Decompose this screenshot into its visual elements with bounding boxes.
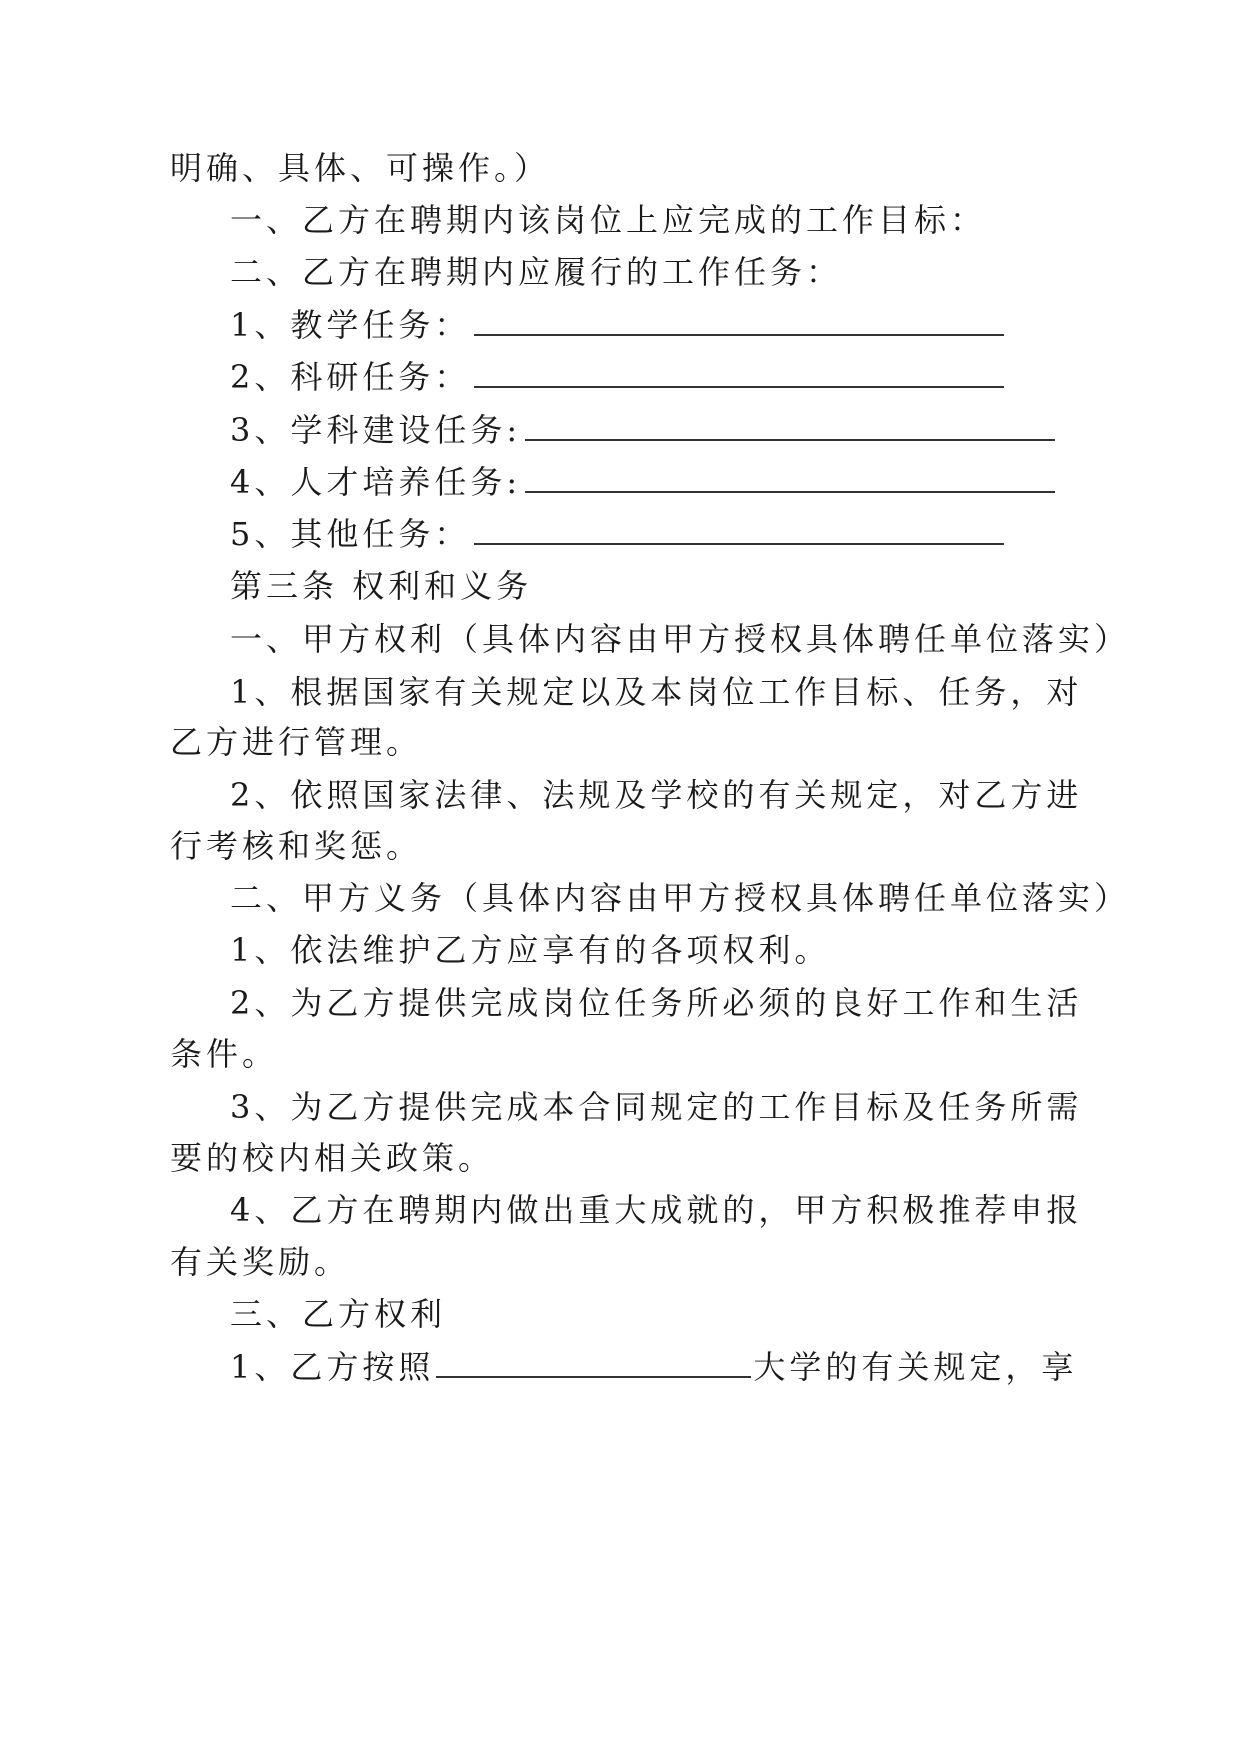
task-label: 5、其他任务：: [230, 515, 471, 553]
paragraph: 乙方进行管理。: [170, 723, 423, 761]
fill-in-blank: [474, 515, 1004, 545]
article-heading: 第三条 权利和义务: [230, 567, 533, 605]
fill-in-blank: [525, 463, 1055, 493]
paragraph: [230, 1347, 1077, 1387]
paragraph: 4、乙方在聘期内做出重大成就的，甲方积极推荐申报: [230, 1191, 1083, 1229]
task-label: 3、学科建设任务:: [230, 411, 522, 449]
paragraph: 有关奖励。: [170, 1243, 351, 1281]
paragraph: 一、甲方权利（具体内容由甲方授权具体聘任单位落实）: [230, 620, 1131, 658]
paragraph: 明确、具体、可操作。）: [170, 149, 551, 187]
paragraph: 3、为乙方提供完成本合同规定的工作目标及任务所需: [230, 1088, 1083, 1126]
paragraph: 2、为乙方提供完成岗位任务所必须的良好工作和生活: [230, 984, 1083, 1022]
paragraph: 要的校内相关政策。: [170, 1139, 495, 1177]
text-segment: 1、乙方按照: [230, 1348, 435, 1386]
task-line-discipline: [230, 410, 1055, 450]
section-heading: 三、乙方权利: [230, 1295, 447, 1333]
paragraph: 行考核和奖惩。: [170, 827, 423, 865]
paragraph: 二、甲方义务（具体内容由甲方授权具体聘任单位落实）: [230, 879, 1131, 917]
task-line-talent: [230, 462, 1055, 502]
paragraph: 条件。: [170, 1035, 279, 1073]
paragraph: 二、乙方在聘期内应履行的工作任务：: [230, 253, 843, 291]
paragraph: 2、依照国家法律、法规及学校的有关规定，对乙方进: [230, 776, 1083, 814]
text-segment: 大学的有关规定，享: [753, 1348, 1078, 1386]
fill-in-blank: [436, 1348, 751, 1378]
task-line-other: [230, 514, 1004, 554]
task-label: 2、科研任务：: [230, 358, 471, 396]
task-label: 1、教学任务：: [230, 306, 471, 344]
task-label: 4、人才培养任务:: [230, 463, 522, 501]
fill-in-blank: [525, 411, 1055, 441]
paragraph: 一、乙方在聘期内该岗位上应完成的工作目标：: [230, 201, 987, 239]
task-line-research: [230, 357, 1004, 397]
paragraph: 1、根据国家有关规定以及本岗位工作目标、任务，对: [230, 673, 1083, 711]
paragraph: 1、依法维护乙方应享有的各项权利。: [230, 931, 831, 969]
task-line-teaching: [230, 305, 1004, 345]
fill-in-blank: [474, 358, 1004, 388]
fill-in-blank: [474, 306, 1004, 336]
